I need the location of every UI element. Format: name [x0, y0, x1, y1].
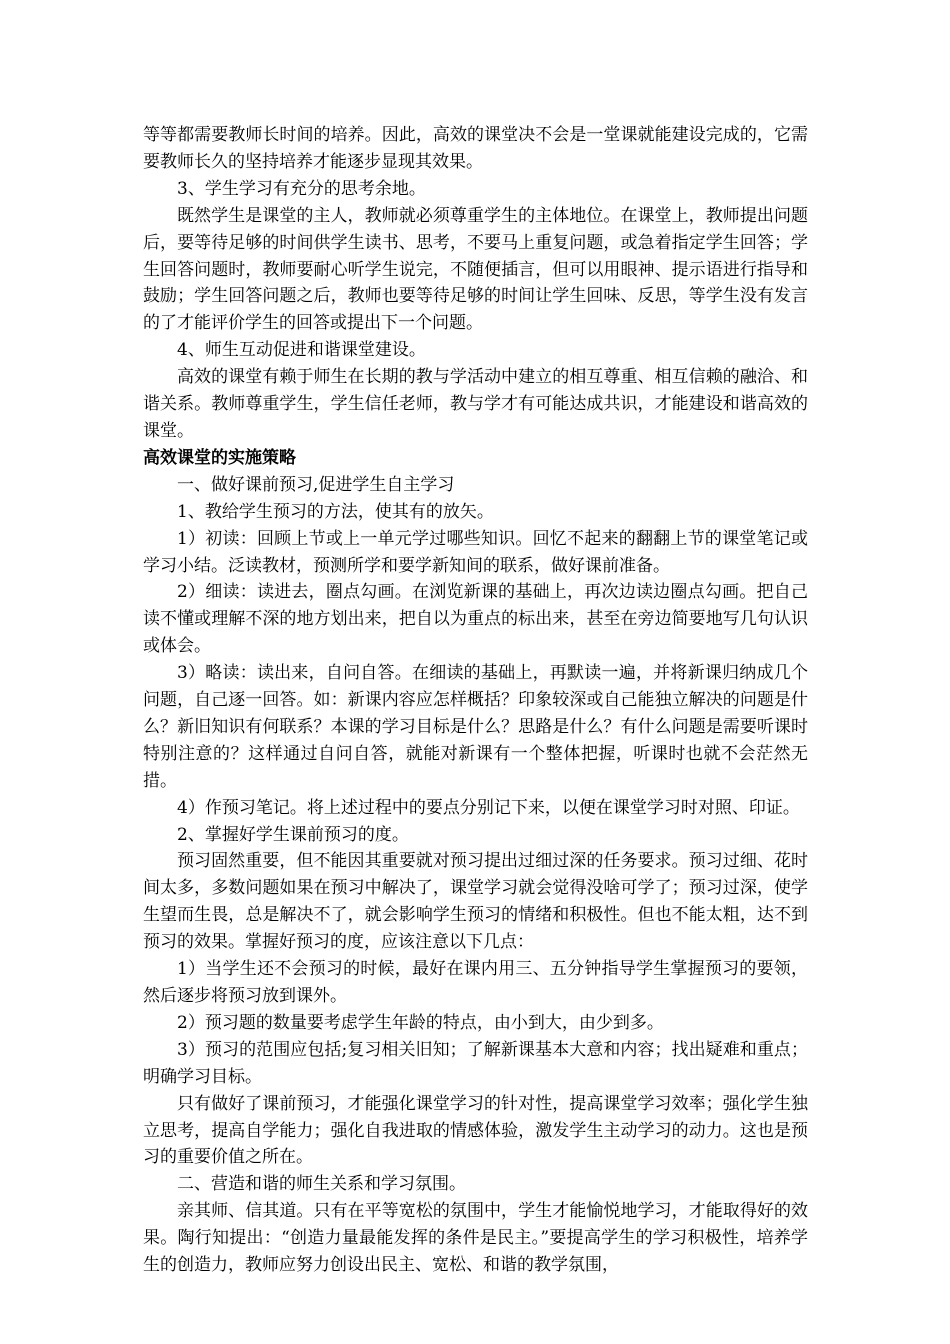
- paragraph: 2）细读：读进去，圈点勾画。在浏览新课的基础上，再次边读边圈点勾画。把自己读不懂或理解不深的地方划出来，把自以为重点的标出来，甚至在旁边简要地写几句认识或体会。: [143, 582, 808, 657]
- paragraph: 预习固然重要，但不能因其重要就对预习提出过细过深的任务要求。预习过细、花时间太多，多数问题如果在预习中解决了，课堂学习就会觉得没啥可学了；预习过深，使学生望而生畏，总是解决不了，就会影响学生预习的情绪和积极性。但也不能太粗，达不到预习的效果。掌握好预习的度，应该注意以下几点：: [143, 851, 808, 953]
- paragraph: 4）作预习笔记。将上述过程中的要点分别记下来，以便在课堂学习时对照、印证。: [177, 797, 800, 818]
- paragraph: 二、营造和谐的师生关系和学习氛围。: [177, 1174, 466, 1195]
- paragraph: 3）预习的范围应包括;复习相关旧知；了解新课基本大意和内容；找出疑难和重点；明确学习目标。: [143, 1039, 808, 1087]
- paragraph: 2、掌握好学生课前预习的度。: [177, 824, 409, 845]
- paragraph: 1、教给学生预习的方法，使其有的放矢。: [177, 501, 494, 522]
- paragraph: 高效的课堂有赖于师生在长期的教与学活动中建立的相互尊重、相互信赖的融洽、和谐关系。教师尊重学生，学生信任老师，教与学才有可能达成共识，才能建设和谐高效的课堂。: [143, 367, 808, 441]
- paragraph: 3、学生学习有充分的思考余地。: [177, 178, 426, 199]
- paragraph: 1）当学生还不会预习的时候，最好在课内用三、五分钟指导学生掌握预习的要领，然后逐步将预习放到课外。: [143, 959, 808, 1006]
- paragraph: 只有做好了课前预习，才能强化课堂学习的针对性，提高课堂学习效率；强化学生独立思考，提高自学能力；强化自我进取的情感体验，激发学生主动学习的动力。这也是预习的重要价值之所在。: [143, 1093, 808, 1168]
- document-page: [143, 122, 808, 1279]
- paragraph: 等等都需要教师长时间的培养。因此，高效的课堂决不会是一堂课就能建设完成的，它需要教师长久的坚持培养才能逐步显现其效果。: [143, 125, 808, 172]
- paragraph: 2）预习题的数量要考虑学生年龄的特点，由小到大，由少到多。: [177, 1012, 664, 1033]
- paragraph: 既然学生是课堂的主人，教师就必须尊重学生的主体地位。在课堂上，教师提出问题后，要等待足够的时间供学生读书、思考，不要马上重复问题，或急着指定学生回答；学生回答问题时，教师要耐心听学生说完，不随便插言，但可以用眼神、提示语进行指导和鼓励；学生回答问题之后，教师也要等待足够的时间让学生回味、反思，等学生没有发言的了才能评价学生的回答或提出下一个问题。: [143, 205, 808, 334]
- paragraph: 1）初读：回顾上节或上一单元学过哪些知识。回忆不起来的翻翻上节的课堂笔记或学习小结。泛读教材，预测所学和要学新知间的联系，做好课前准备。: [143, 528, 808, 576]
- paragraph: 4、师生互动促进和谐课堂建设。: [177, 340, 426, 361]
- paragraph: 3）略读：读出来，自问自答。在细读的基础上，再默读一遍，并将新课归纳成几个问题，自己逐一回答。如：新课内容应怎样概括？印象较深或自己能独立解决的问题是什么？新旧知识有何联系？本课的学习目标是什么？思路是什么？有什么问题是需要听课时特别注意的？这样通过自问自答，就能对新课有一个整体把握，听课时也就不会茫然无措。: [143, 663, 808, 791]
- paragraph: 亲其师、信其道。只有在平等宽松的氛围中，学生才能愉悦地学习，才能取得好的效果。陶行知提出：“创造力量最能发挥的条件是民主。”要提高学生的学习积极性，培养学生的创造力，教师应努力创设出民主、宽松、和谐的教学氛围，: [143, 1201, 808, 1276]
- paragraph: 一、做好课前预习,促进学生自主学习: [177, 474, 455, 495]
- section-heading: 高效课堂的实施策略: [143, 447, 296, 468]
